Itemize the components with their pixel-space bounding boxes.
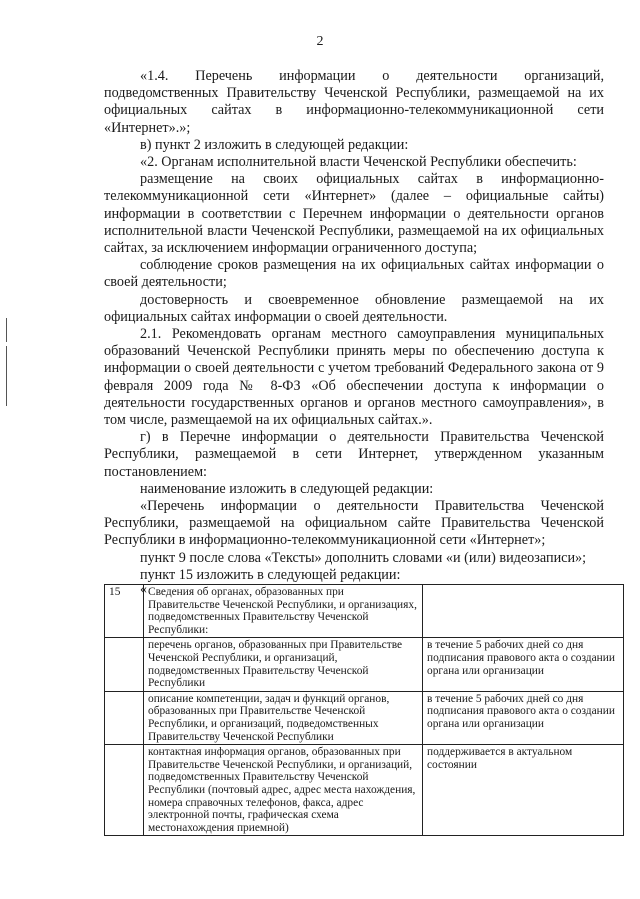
table-cell-term [423,585,624,638]
page-number: 2 [316,34,324,49]
table-cell-term: в течение 5 рабочих дней со дня подписания правового акта о создании органа или организации [423,691,624,744]
paragraph-accuracy: достоверность и своевременное обновление размещаемой на их официальных сайтах информации о своей деятельности. [104,291,604,325]
table-cell-description: Сведения об органах, образованных при Правительстве Чеченской Республики, и организациях, подведомственных Правительству Чеченской Республики: [144,585,423,638]
paragraph-clause-2: «2. Органам исполнительной власти Чеченской Республики обеспечить: [140,154,577,171]
table-cell-description: контактная информация органов, образованных при Правительстве Чеченской Республики, и организаций, подведомственных Правительству Чеченской Республики (почтовый адрес, адрес места нахождения, номера справочных телефонов, факса, адрес электронной почты, графическая схема местонахождения приемной) [144,745,423,836]
paragraph-title-change: наименование изложить в следующей редакции: [140,480,434,497]
table-cell-term: в течение 5 рабочих дней со дня подписания правового акта о создании органа или организации [423,638,624,691]
table-cell-term: поддерживается в актуальном состоянии [423,745,624,836]
table-row [105,691,624,744]
table-cell-number: 15 [105,585,144,638]
paragraph-point-9: пункт 9 после слова «Тексты» дополнить словами «и (или) видеозаписи»; [140,549,587,566]
table-row [105,585,624,638]
paragraph-1-4-list-title: «1.4. Перечень информации о деятельности организаций, подведомственных Правительству Чеченской Республики, размещаемой на их официальных сайтах в информационно-телекоммуникационной сети «Интернет».»; [104,68,604,136]
scan-margin-mark-lower [6,346,7,406]
table-row [105,745,624,836]
information-table [104,584,624,836]
table-cell-number [105,691,144,744]
scan-margin-mark-upper [6,318,7,342]
table-cell-description: перечень органов, образованных при Правительстве Чеченской Республики, и организаций, подведомственных Правительству Чеченской Республики [144,638,423,691]
paragraph-item-v: в) пункт 2 изложить в следующей редакции: [140,136,409,153]
table-cell-number [105,638,144,691]
table-open-quote: « [140,582,147,598]
paragraph-new-title: «Перечень информации о деятельности Правительства Чеченской Республики, размещаемой на официальном сайте Правительства Чеченской Республики в информационно-телекоммуникационной сети «Интернет»; [104,498,604,549]
paragraph-publishing: размещение на своих официальных сайтах в информационно-телекоммуникационной сети «Интернет» (далее – официальные сайты) информации в соответствии с Перечнем информации о деятельности органов исполнительной власти Чеченской Республики, размещаемой на их официальных сайтах, за исключением информации ограниченного доступа; [104,171,604,257]
table-row [105,638,624,691]
document-body [104,68,604,596]
paragraph-clause-2-1: 2.1. Рекомендовать органам местного самоуправления муниципальных образований Чеченской Республики принять меры по обеспечению доступа к информации о своей деятельности с учетом требований Федерального закона от 9 февраля 2009 года № 8-ФЗ «Об обеспечении доступа к информации о деятельности государственных органов и органов местного самоуправления», в том числе, размещаемой на их официальных сайтах.». [104,326,604,429]
paragraph-deadlines: соблюдение сроков размещения на их официальных сайтах информации о своей деятельности; [104,257,604,291]
paragraph-item-g: г) в Перечне информации о деятельности Правительства Чеченской Республики, размещаемой в сети Интернет, утвержденном указанным постановлением: [104,429,604,480]
paragraph-point-15: пункт 15 изложить в следующей редакции: [140,566,401,583]
table-cell-description: описание компетенции, задач и функций органов, образованных при Правительстве Чеченской Республики, и организаций, подведомственных Правительству Чеченской Республики [144,691,423,744]
table-cell-number [105,745,144,836]
